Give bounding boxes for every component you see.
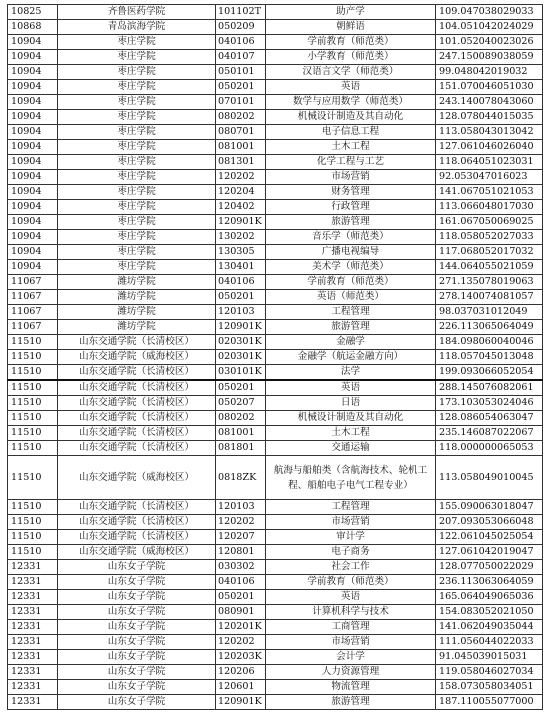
- table-row: [8, 215, 543, 230]
- major-name-cell: 人力资源管理: [266, 665, 436, 680]
- school-name-cell: 山东交通学院（长清校区）: [58, 411, 216, 426]
- school-code-cell: 11067: [8, 275, 58, 290]
- table-row: [8, 620, 543, 635]
- school-name-cell: 山东交通学院（长清校区）: [58, 500, 216, 515]
- school-code-cell: 10904: [8, 50, 58, 65]
- score-cell: 99.048042019032: [436, 65, 543, 80]
- table-row: [8, 426, 543, 441]
- school-name-cell: 山东交通学院（长清校区）: [58, 530, 216, 545]
- table-row: [8, 575, 543, 590]
- table-row: [8, 515, 543, 530]
- score-cell: 113.066048017030: [436, 200, 543, 215]
- table-row: [8, 365, 543, 381]
- major-name-cell: 法学: [266, 365, 436, 381]
- score-cell: 226.113065064049: [436, 320, 543, 335]
- major-code-cell: 120901K: [216, 320, 266, 335]
- major-code-cell: 0818ZK: [216, 456, 266, 500]
- major-name-cell: 计算机科学与技术: [266, 605, 436, 620]
- school-code-cell: 11510: [8, 456, 58, 500]
- school-code-cell: 11510: [8, 500, 58, 515]
- major-name-cell: 金融学（航运金融方向）: [266, 350, 436, 365]
- school-code-cell: 11510: [8, 411, 58, 426]
- major-code-cell: 120103: [216, 500, 266, 515]
- school-name-cell: 山东交通学院（长清校区）: [58, 515, 216, 530]
- school-code-cell: 11067: [8, 305, 58, 320]
- school-code-cell: 10904: [8, 35, 58, 50]
- major-code-cell: 080202: [216, 411, 266, 426]
- table-row: [8, 65, 543, 80]
- school-code-cell: 10904: [8, 125, 58, 140]
- school-code-cell: 12331: [8, 665, 58, 680]
- table-row: [8, 411, 543, 426]
- table-row: [8, 560, 543, 575]
- major-name-cell: 工程管理: [266, 500, 436, 515]
- major-name-cell: 英语: [266, 380, 436, 396]
- school-name-cell: 山东女子学院: [58, 620, 216, 635]
- school-name-cell: 枣庄学院: [58, 80, 216, 95]
- score-cell: 117.068052017032: [436, 245, 543, 260]
- major-name-cell: 朝鲜语: [266, 20, 436, 35]
- school-name-cell: 山东交通学院（威海校区）: [58, 350, 216, 365]
- score-cell: 118.058052027033: [436, 230, 543, 245]
- school-code-cell: 12331: [8, 680, 58, 695]
- major-code-cell: 050201: [216, 290, 266, 305]
- score-cell: 207.093053066048: [436, 515, 543, 530]
- major-name-cell: 广播电视编导: [266, 245, 436, 260]
- major-name-cell: 航海与船舶类（含航海技术、轮机工程、船舶电子电气工程专业）: [266, 456, 436, 500]
- school-code-cell: 11067: [8, 290, 58, 305]
- table-row: [8, 200, 543, 215]
- score-cell: 271.135078019063: [436, 275, 543, 290]
- table-row: [8, 441, 543, 456]
- school-code-cell: 10904: [8, 245, 58, 260]
- major-name-cell: 机械设计制造及其自动化: [266, 411, 436, 426]
- school-code-cell: 10904: [8, 230, 58, 245]
- school-name-cell: 枣庄学院: [58, 110, 216, 125]
- school-name-cell: 山东交通学院（长清校区）: [58, 380, 216, 396]
- major-code-cell: 120204: [216, 185, 266, 200]
- school-code-cell: 11510: [8, 380, 58, 396]
- school-code-cell: 10868: [8, 20, 58, 35]
- major-code-cell: 130305: [216, 245, 266, 260]
- major-code-cell: 080701: [216, 125, 266, 140]
- table-row: [8, 80, 543, 95]
- school-code-cell: 12331: [8, 560, 58, 575]
- score-cell: 151.070046051030: [436, 80, 543, 95]
- major-name-cell: 会计学: [266, 650, 436, 665]
- score-cell: 288.145076082061: [436, 380, 543, 396]
- school-name-cell: 枣庄学院: [58, 35, 216, 50]
- school-code-cell: 10904: [8, 95, 58, 110]
- major-code-cell: 120103: [216, 305, 266, 320]
- score-cell: 158.073058034051: [436, 680, 543, 695]
- score-cell: 119.058046027034: [436, 665, 543, 680]
- school-name-cell: 潍坊学院: [58, 290, 216, 305]
- table-row: [8, 650, 543, 665]
- school-name-cell: 山东女子学院: [58, 695, 216, 710]
- table-row: [8, 260, 543, 275]
- school-code-cell: 11510: [8, 441, 58, 456]
- major-code-cell: 070101: [216, 95, 266, 110]
- major-name-cell: 学前教育（师范类）: [266, 275, 436, 290]
- table-row: [8, 456, 543, 500]
- major-code-cell: 020301K: [216, 350, 266, 365]
- major-code-cell: 120203K: [216, 650, 266, 665]
- school-name-cell: 潍坊学院: [58, 320, 216, 335]
- school-name-cell: 枣庄学院: [58, 140, 216, 155]
- score-cell: 128.078044015035: [436, 110, 543, 125]
- major-name-cell: 英语: [266, 590, 436, 605]
- score-cell: 199.093066052054: [436, 365, 543, 381]
- major-code-cell: 030302: [216, 560, 266, 575]
- major-name-cell: 电子信息工程: [266, 125, 436, 140]
- major-name-cell: 旅游管理: [266, 215, 436, 230]
- score-cell: 235.146087022067: [436, 426, 543, 441]
- score-cell: 165.064049065036: [436, 590, 543, 605]
- table-row: [8, 305, 543, 320]
- school-code-cell: 10904: [8, 80, 58, 95]
- school-code-cell: 11510: [8, 350, 58, 365]
- major-name-cell: 金融学: [266, 335, 436, 350]
- table-row: [8, 380, 543, 396]
- major-name-cell: 土木工程: [266, 426, 436, 441]
- table-row: [8, 140, 543, 155]
- school-name-cell: 山东交通学院（长清校区）: [58, 441, 216, 456]
- school-name-cell: 枣庄学院: [58, 230, 216, 245]
- school-name-cell: 枣庄学院: [58, 155, 216, 170]
- school-code-cell: 12331: [8, 650, 58, 665]
- school-name-cell: 山东交通学院（长清校区）: [58, 365, 216, 381]
- major-code-cell: 130401: [216, 260, 266, 275]
- major-code-cell: 081301: [216, 155, 266, 170]
- score-cell: 144.064055021059: [436, 260, 543, 275]
- major-code-cell: 040107: [216, 50, 266, 65]
- major-name-cell: 音乐学（师范类）: [266, 230, 436, 245]
- school-name-cell: 山东交通学院（长清校区）: [58, 426, 216, 441]
- major-name-cell: 化学工程与工艺: [266, 155, 436, 170]
- major-name-cell: 机械设计制造及其自动化: [266, 110, 436, 125]
- school-code-cell: 12331: [8, 605, 58, 620]
- major-name-cell: 市场营销: [266, 515, 436, 530]
- score-cell: 278.140074081057: [436, 290, 543, 305]
- major-code-cell: 101102T: [216, 5, 266, 20]
- table-row: [8, 500, 543, 515]
- major-name-cell: 小学教育（师范类）: [266, 50, 436, 65]
- major-name-cell: 财务管理: [266, 185, 436, 200]
- major-code-cell: 130202: [216, 230, 266, 245]
- school-code-cell: 12331: [8, 590, 58, 605]
- school-code-cell: 12331: [8, 620, 58, 635]
- major-code-cell: 081001: [216, 426, 266, 441]
- score-cell: 236.113063064059: [436, 575, 543, 590]
- school-code-cell: 10904: [8, 155, 58, 170]
- table-row: [8, 35, 543, 50]
- school-code-cell: 11510: [8, 365, 58, 381]
- score-cell: 122.061045025054: [436, 530, 543, 545]
- table-row: [8, 665, 543, 680]
- school-name-cell: 山东女子学院: [58, 665, 216, 680]
- table-row: [8, 95, 543, 110]
- score-cell: 128.086054063047: [436, 411, 543, 426]
- major-name-cell: 学前教育（师范类）: [266, 35, 436, 50]
- table-row: [8, 530, 543, 545]
- score-cell: 101.052040023026: [436, 35, 543, 50]
- school-name-cell: 青岛滨海学院: [58, 20, 216, 35]
- major-name-cell: 数学与应用数学（师范类）: [266, 95, 436, 110]
- table-row: [8, 545, 543, 560]
- table-row: [8, 155, 543, 170]
- table-row: [8, 680, 543, 695]
- score-cell: 98.037031012049: [436, 305, 543, 320]
- school-name-cell: 枣庄学院: [58, 260, 216, 275]
- school-code-cell: 10904: [8, 260, 58, 275]
- major-code-cell: 120202: [216, 170, 266, 185]
- score-cell: 187.110055077000: [436, 695, 543, 710]
- table-row: [8, 320, 543, 335]
- major-name-cell: 旅游管理: [266, 320, 436, 335]
- score-cell: 127.061042019047: [436, 545, 543, 560]
- school-name-cell: 山东女子学院: [58, 635, 216, 650]
- major-code-cell: 080202: [216, 110, 266, 125]
- score-cell: 155.090063018047: [436, 500, 543, 515]
- score-cell: 127.061046026040: [436, 140, 543, 155]
- major-code-cell: 081801: [216, 441, 266, 456]
- table-row: [8, 335, 543, 350]
- major-code-cell: 120402: [216, 200, 266, 215]
- table-row: [8, 125, 543, 140]
- school-code-cell: 10904: [8, 185, 58, 200]
- admission-score-sheet: [7, 4, 542, 710]
- school-name-cell: 山东女子学院: [58, 650, 216, 665]
- major-name-cell: 汉语言文学（师范类）: [266, 65, 436, 80]
- school-name-cell: 山东女子学院: [58, 590, 216, 605]
- major-name-cell: 社会工作: [266, 560, 436, 575]
- table-row: [8, 50, 543, 65]
- major-name-cell: 英语（师范类）: [266, 290, 436, 305]
- school-name-cell: 山东交通学院（威海校区）: [58, 545, 216, 560]
- school-name-cell: 齐鲁医药学院: [58, 5, 216, 20]
- school-name-cell: 山东女子学院: [58, 575, 216, 590]
- score-cell: 141.067051021053: [436, 185, 543, 200]
- school-code-cell: 10904: [8, 65, 58, 80]
- table-row: [8, 290, 543, 305]
- table-row: [8, 695, 543, 710]
- school-code-cell: 10825: [8, 5, 58, 20]
- school-name-cell: 枣庄学院: [58, 50, 216, 65]
- school-name-cell: 枣庄学院: [58, 185, 216, 200]
- school-name-cell: 山东交通学院（威海校区）: [58, 456, 216, 500]
- school-code-cell: 11510: [8, 545, 58, 560]
- major-code-cell: 050201: [216, 380, 266, 396]
- table-row: [8, 230, 543, 245]
- school-code-cell: 11510: [8, 515, 58, 530]
- table-row: [8, 350, 543, 365]
- score-cell: 113.058049010045: [436, 456, 543, 500]
- major-code-cell: 050201: [216, 590, 266, 605]
- major-name-cell: 日语: [266, 396, 436, 411]
- school-code-cell: 10904: [8, 140, 58, 155]
- score-cell: 173.103053024046: [436, 396, 543, 411]
- major-code-cell: 120801: [216, 545, 266, 560]
- major-name-cell: 英语: [266, 80, 436, 95]
- school-name-cell: 枣庄学院: [58, 170, 216, 185]
- major-code-cell: 120201K: [216, 620, 266, 635]
- score-cell: 128.077050022029: [436, 560, 543, 575]
- score-cell: 118.057045013048: [436, 350, 543, 365]
- school-code-cell: 12331: [8, 635, 58, 650]
- table-row: [8, 20, 543, 35]
- major-code-cell: 050209: [216, 20, 266, 35]
- score-cell: 118.064051023031: [436, 155, 543, 170]
- score-cell: 141.062049035044: [436, 620, 543, 635]
- school-code-cell: 11510: [8, 530, 58, 545]
- table-body: [8, 5, 543, 710]
- school-name-cell: 枣庄学院: [58, 215, 216, 230]
- major-code-cell: 040106: [216, 35, 266, 50]
- major-name-cell: 市场营销: [266, 635, 436, 650]
- major-code-cell: 040106: [216, 275, 266, 290]
- major-name-cell: 物流管理: [266, 680, 436, 695]
- major-name-cell: 行政管理: [266, 200, 436, 215]
- score-cell: 104.051042024029: [436, 20, 543, 35]
- table-row: [8, 170, 543, 185]
- major-name-cell: 工商管理: [266, 620, 436, 635]
- table-row: [8, 275, 543, 290]
- score-cell: 92.053047016023: [436, 170, 543, 185]
- school-code-cell: 12331: [8, 695, 58, 710]
- major-name-cell: 助产学: [266, 5, 436, 20]
- major-name-cell: 市场营销: [266, 170, 436, 185]
- school-code-cell: 11510: [8, 335, 58, 350]
- major-code-cell: 120901K: [216, 215, 266, 230]
- major-code-cell: 120202: [216, 635, 266, 650]
- major-code-cell: 120601: [216, 680, 266, 695]
- school-code-cell: 10904: [8, 200, 58, 215]
- school-name-cell: 潍坊学院: [58, 275, 216, 290]
- school-code-cell: 11067: [8, 320, 58, 335]
- school-name-cell: 山东女子学院: [58, 680, 216, 695]
- school-name-cell: 山东女子学院: [58, 605, 216, 620]
- table-row: [8, 110, 543, 125]
- major-name-cell: 旅游管理: [266, 695, 436, 710]
- school-name-cell: 山东女子学院: [58, 560, 216, 575]
- school-name-cell: 枣庄学院: [58, 95, 216, 110]
- school-code-cell: 10904: [8, 110, 58, 125]
- admission-score-table: [7, 4, 543, 710]
- major-code-cell: 050201: [216, 80, 266, 95]
- table-row: [8, 245, 543, 260]
- major-code-cell: 120206: [216, 665, 266, 680]
- school-name-cell: 枣庄学院: [58, 125, 216, 140]
- score-cell: 118.000000065053: [436, 441, 543, 456]
- major-name-cell: 审计学: [266, 530, 436, 545]
- table-row: [8, 185, 543, 200]
- school-name-cell: 山东交通学院（长清校区）: [58, 335, 216, 350]
- school-code-cell: 11510: [8, 426, 58, 441]
- school-code-cell: 12331: [8, 575, 58, 590]
- major-code-cell: 081001: [216, 140, 266, 155]
- school-name-cell: 山东交通学院（长清校区）: [58, 396, 216, 411]
- major-code-cell: 050207: [216, 396, 266, 411]
- major-code-cell: 080901: [216, 605, 266, 620]
- major-name-cell: 土木工程: [266, 140, 436, 155]
- major-code-cell: 120207: [216, 530, 266, 545]
- score-cell: 243.140078043060: [436, 95, 543, 110]
- major-code-cell: 040106: [216, 575, 266, 590]
- major-name-cell: 工程管理: [266, 305, 436, 320]
- major-code-cell: 030101K: [216, 365, 266, 381]
- major-code-cell: 020301K: [216, 335, 266, 350]
- score-cell: 109.047038029033: [436, 5, 543, 20]
- major-code-cell: 050101: [216, 65, 266, 80]
- table-row: [8, 5, 543, 20]
- major-code-cell: 120901K: [216, 695, 266, 710]
- school-code-cell: 10904: [8, 215, 58, 230]
- major-name-cell: 交通运输: [266, 441, 436, 456]
- school-name-cell: 枣庄学院: [58, 200, 216, 215]
- school-name-cell: 枣庄学院: [58, 245, 216, 260]
- major-name-cell: 学前教育（师范类）: [266, 575, 436, 590]
- score-cell: 184.098060040046: [436, 335, 543, 350]
- score-cell: 161.067050069025: [436, 215, 543, 230]
- table-row: [8, 590, 543, 605]
- score-cell: 111.056044022033: [436, 635, 543, 650]
- table-row: [8, 635, 543, 650]
- school-code-cell: 11510: [8, 396, 58, 411]
- table-row: [8, 396, 543, 411]
- school-code-cell: 10904: [8, 170, 58, 185]
- score-cell: 247.150089038059: [436, 50, 543, 65]
- major-name-cell: 美术学（师范类）: [266, 260, 436, 275]
- score-cell: 91.045039015031: [436, 650, 543, 665]
- score-cell: 154.083052021050: [436, 605, 543, 620]
- major-code-cell: 120202: [216, 515, 266, 530]
- school-name-cell: 枣庄学院: [58, 65, 216, 80]
- table-row: [8, 605, 543, 620]
- score-cell: 113.058043013042: [436, 125, 543, 140]
- major-name-cell: 电子商务: [266, 545, 436, 560]
- school-name-cell: 潍坊学院: [58, 305, 216, 320]
